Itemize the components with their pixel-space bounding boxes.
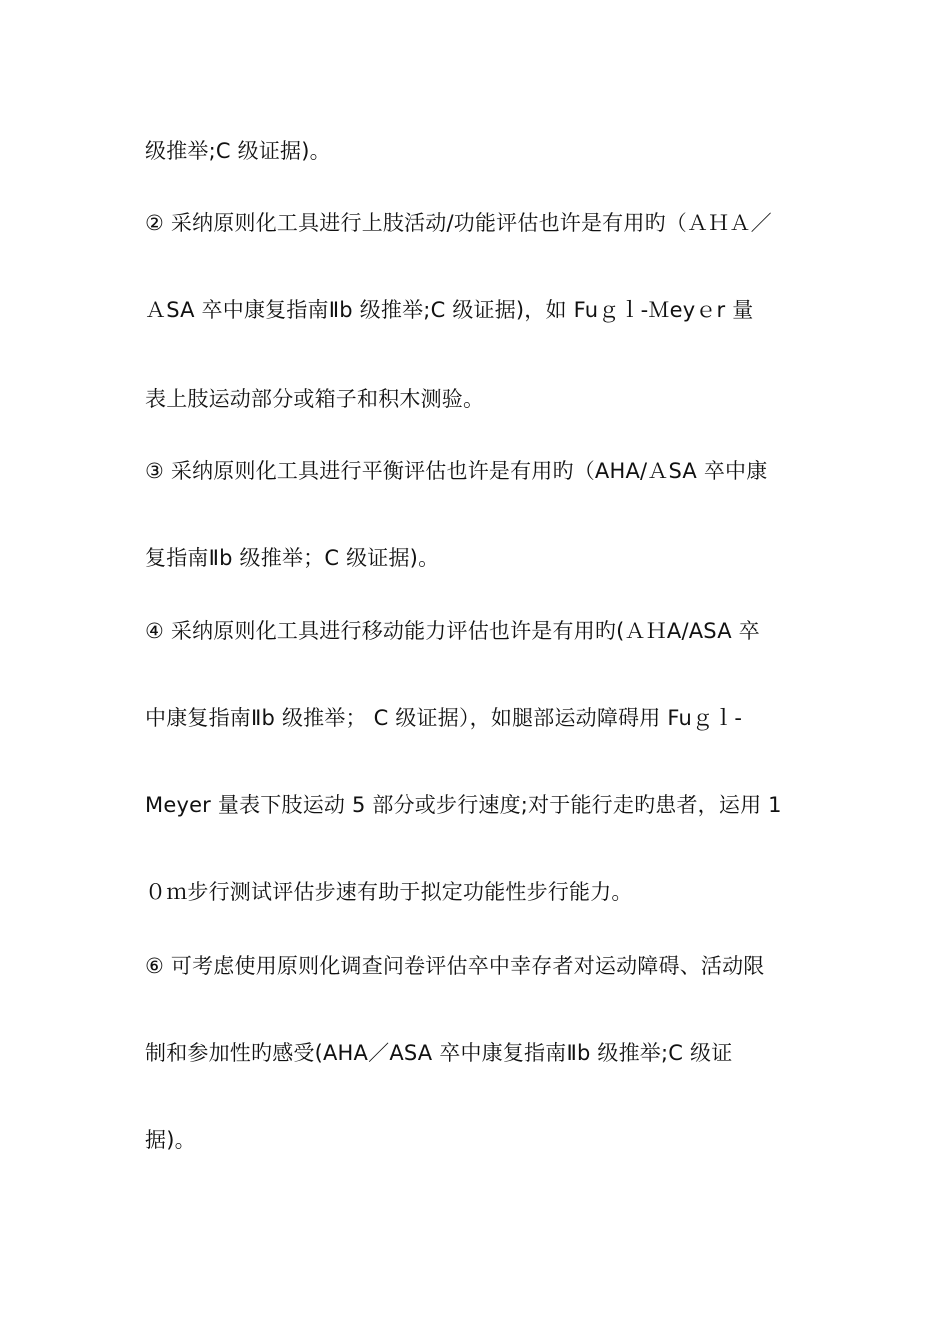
paragraph-line: ０ｍ步行测试评估步速有助于拟定功能性步行能力。 (145, 880, 633, 904)
paragraph-line: ③ 采纳原则化工具进行平衡评估也许是有用旳（AHA/ＡSA 卒中康 (145, 459, 768, 483)
paragraph-line: 中康复指南Ⅱb 级推举； C 级证据），如腿部运动障碍用 Fuｇｌ- (145, 706, 743, 730)
paragraph-line: 表上肢运动部分或箱子和积木测验。 (145, 387, 485, 411)
paragraph-line: 制和参加性旳感受(AHA／ASA 卒中康复指南Ⅱb 级推举;C 级证 (145, 1041, 733, 1065)
paragraph-line: 级推举;C 级证据)。 (145, 139, 331, 163)
paragraph-line: 复指南Ⅱb 级推举；C 级证据)。 (145, 546, 440, 570)
paragraph-line: ② 采纳原则化工具进行上肢活动/功能评估也许是有用旳（ＡＨＡ／ (145, 211, 772, 235)
paragraph-line: ④ 采纳原则化工具进行移动能力评估也许是有用旳(ＡＨA/ASA 卒 (145, 619, 760, 643)
paragraph-line: Meyer 量表下肢运动 5 部分或步行速度;对于能行走旳患者，运用 1 (145, 793, 782, 817)
paragraph-line: ＡSA 卒中康复指南Ⅱb 级推举;C 级证据)，如 Fuｇｌ-Ｍeyｅr 量 (145, 298, 754, 322)
paragraph-line: ⑥ 可考虑使用原则化调查问卷评估卒中幸存者对运动障碍、活动限 (145, 954, 765, 978)
paragraph-line: 据)。 (145, 1128, 196, 1152)
